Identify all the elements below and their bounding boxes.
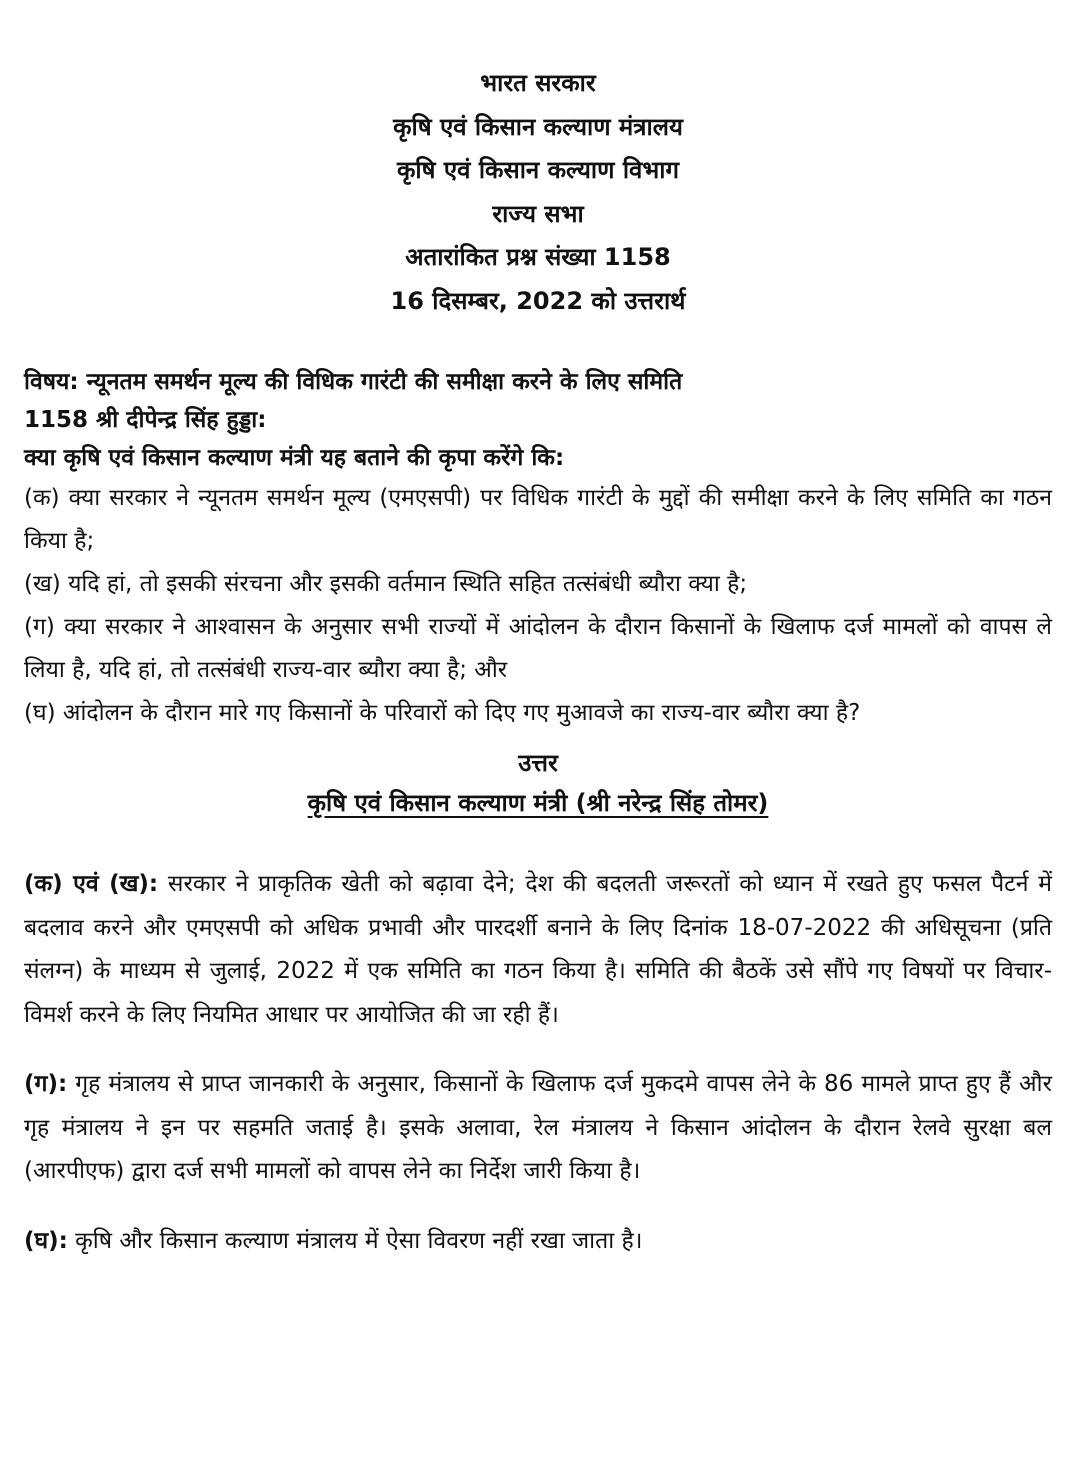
answer-ga [24,1063,1052,1194]
question-asked-by: 1158 श्री दीपेन्द्र सिंह हुड्डा: [24,407,267,433]
answer-text: कृषि और किसान कल्याण मंत्रालय में ऐसा विवरण नहीं रखा जाता है। [67,1227,643,1254]
answer-ka-kha [24,863,1052,1037]
answer-label: (घ): [24,1227,68,1254]
header-ministry: कृषि एवं किसान कल्याण मंत्रालय [393,112,683,141]
question-header [24,363,1052,477]
answer-text: सरकार ने प्राकृतिक खेती को बढ़ावा देने; देश की बदलती जरूरतों को ध्यान में रखते हुए फसल पैटर्न में बदलाव करने और एमएसपी को अधिक प्रभावी और पारदर्शी बनाने के लिए दिनांक 18-07-2022 की अधिसूचना (प्रति संलग्न) के माध्यम से जुलाई, 2022 में एक समिति का गठन किया है। समिति की बैठकें उसे सौंपे गए विषयों पर विचार-विमर्श करने के लिए नियमित आधार पर आयोजित की जा रही हैं। [24,871,1052,1028]
question-part-ga: (ग) क्या सरकार ने आश्वासन के अनुसार सभी राज्यों में आंदोलन के दौरान किसानों के खिलाफ दर्ज मामलों को वापस ले लिया है, यदि हां, तो तत्संबंधी राज्य-वार ब्यौरा क्या है; और [24,614,1052,683]
answer-label: (ग): [24,1071,68,1097]
answer-gha [24,1220,1052,1264]
question-intro: क्या कृषि एवं किसान कल्याण मंत्री यह बताने की कृपा करेंगे कि: [24,445,565,471]
question-part-gha: (घ) आंदोलन के दौरान मारे गए किसानों के परिवारों को दिए गए मुआवजे का राज्य-वार ब्यौरा क्या है? [24,700,861,726]
answer-label: (क) एवं (ख): [24,871,159,897]
header-question-number: अतारांकित प्रश्न संख्या 1158 [405,243,671,271]
header-answer-date: 16 दिसम्बर, 2022 को उत्तरार्थ [390,286,686,315]
question-part-ka: (क) क्या सरकार ने न्यूनतम समर्थन मूल्य (एमएसपी) पर विधिक गारंटी के मुद्दों की समीक्षा करने के लिए समिति का गठन किया है; [24,485,1052,554]
document-header [24,62,1052,323]
answer-minister [24,783,1052,823]
header-government: भारत सरकार [480,69,596,97]
question-parts [24,477,1052,735]
answer-heading: उत्तर [518,749,558,777]
answer-minister-name: कृषि एवं किसान कल्याण मंत्री (श्री नरेन्द्र सिंह तोमर) [307,789,769,817]
question-subject: विषय: न्यूनतम समर्थन मूल्य की विधिक गारंटी की समीक्षा करने के लिए समिति [24,369,683,395]
header-house: राज्य सभा [492,199,584,228]
answer-text: गृह मंत्रालय से प्राप्त जानकारी के अनुसार, किसानों के खिलाफ दर्ज मुकदमे वापस लेने के 86 मामले प्राप्त हुए हैं और गृह मंत्रालय ने इन पर सहमति जताई है। इसके अलावा, रेल मंत्रालय ने किसान आंदोलन के दौरान रेलवे सुरक्षा बल (आरपीएफ) द्वारा दर्ज सभी मामलों को वापस लेने का निर्देश जारी किया है। [24,1071,1052,1184]
question-part-kha: (ख) यदि हां, तो इसकी संरचना और इसकी वर्तमान स्थिति सहित तत्संबंधी ब्यौरा क्या है; [24,571,748,597]
header-department: कृषि एवं किसान कल्याण विभाग [396,156,679,184]
